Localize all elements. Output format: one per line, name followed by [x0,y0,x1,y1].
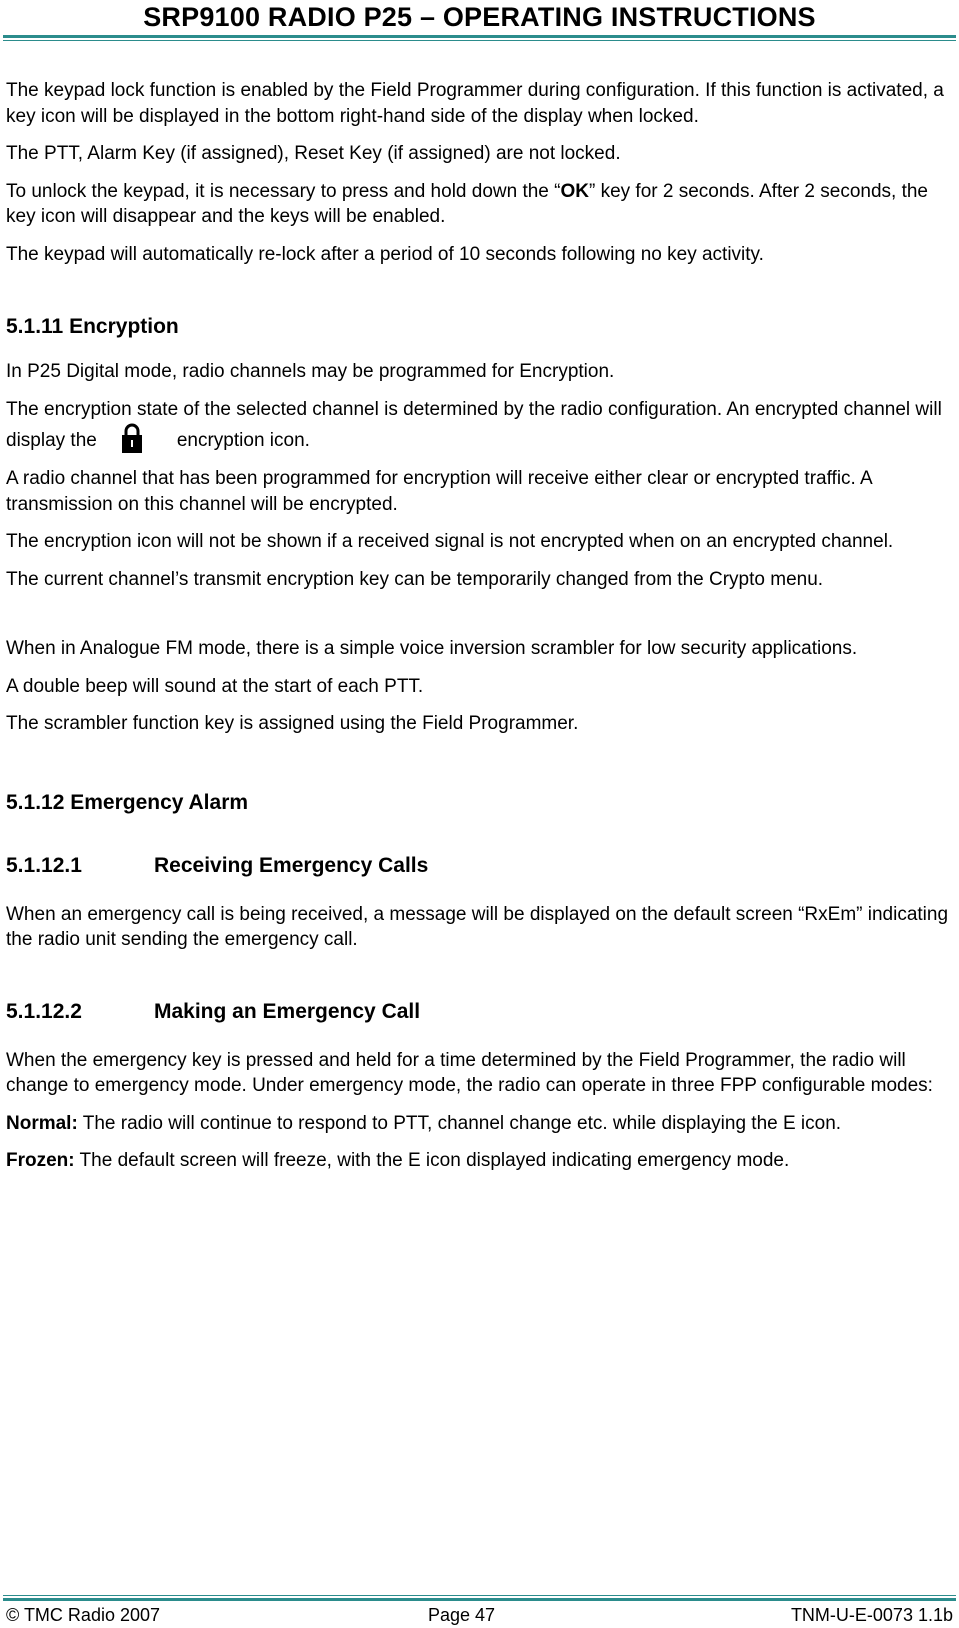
footer-rule-bottom [3,1598,956,1601]
frozen-mode-label: Frozen: [6,1150,75,1171]
paragraph [6,179,951,230]
subsection-heading [6,998,951,1026]
keypad-lock-section [6,78,951,267]
paragraph: When an emergency call is being received, a message will be displayed on the default screen “RxEm” indicating the radio unit sending the emergency call. [6,903,949,950]
section-title: Encryption [69,315,179,338]
encryption-section [6,313,951,737]
making-emergency-call-subsection [6,998,951,1174]
text-run: To unlock the keypad, it is necessary to press and hold down the “ [6,180,561,202]
paragraph: The encryption icon will not be shown if a received signal is not encrypted when on an encrypted channel. [6,531,894,552]
header-rule-top [3,35,956,38]
document-body [6,78,951,1174]
section-heading [6,789,951,817]
paragraph: The PTT, Alarm Key (if assigned), Reset Key (if assigned) are not locked. [6,143,621,164]
header-rule-bottom [3,40,956,41]
subsection-title: Making an Emergency Call [154,999,421,1023]
paragraph: The keypad will automatically re-lock after a period of 10 seconds following no key activity. [6,243,764,265]
copyright-text: © TMC Radio 2007 [6,1605,161,1625]
page-title: SRP9100 RADIO P25 – OPERATING INSTRUCTIONS [143,2,816,32]
emergency-alarm-section [6,789,951,1174]
paragraph: When the emergency key is pressed and held for a time determined by the Field Programmer, the radio will change to emergency mode. Under emergency mode, the radio can operate in three FPP configurable modes: [6,1049,933,1096]
paragraph [6,1148,951,1174]
paragraph: The keypad lock function is enabled by the Field Programmer during configuration. If this function is activated, a key icon will be displayed in the bottom right-hand side of the display when locked. [6,80,944,127]
section-heading [6,313,951,341]
paragraph: A double beep will sound at the start of each PTT. [6,675,424,697]
subsection-heading [6,852,951,880]
paragraph: A radio channel that has been programmed for encryption will receive either clear or encrypted traffic. A transmission on this channel will be encrypted. [6,468,872,515]
footer-row [6,1604,953,1628]
receiving-emergency-calls-subsection [6,852,951,953]
subsection-title: Receiving Emergency Calls [154,853,429,877]
subsection-number: 5.1.12.1 [6,853,82,877]
paragraph: When in Analogue FM mode, there is a simple voice inversion scrambler for low security applications. [6,638,858,659]
text-run: ” key for 2 seconds. After 2 seconds, the key icon will disappear and the keys will be enabled. [6,180,928,227]
paragraph: The scrambler function key is assigned using the Field Programmer. [6,713,579,734]
section-title: Emergency Alarm [70,790,249,814]
paragraph: In P25 Digital mode, radio channels may be programmed for Encryption. [6,361,615,382]
text-run: The default screen will freeze, with the E icon displayed indicating emergency mode. [79,1150,790,1171]
footer-rule-top [3,1595,956,1596]
paragraph: The current channel’s transmit encryption key can be temporarily changed from the Crypto menu. [6,568,824,590]
page-number: Page 47 [428,1605,496,1625]
document-id: TNM-U-E-0073 1.1b [790,1605,953,1625]
section-number: 5.1.12 [6,790,65,814]
text-run: The encryption state of the selected channel is determined by the radio configuration. An encrypted channel will display the [6,398,942,451]
padlock-icon [119,422,145,454]
section-number: 5.1.11 [6,315,64,338]
normal-mode-label: Normal: [6,1112,78,1134]
subsection-number: 5.1.12.2 [6,999,82,1023]
text-run: encryption icon. [176,430,310,451]
text-run: The radio will continue to respond to PTT, channel change etc. while displaying the E icon. [82,1112,842,1134]
paragraph [6,1111,951,1137]
ok-key-label: OK [560,180,589,202]
paragraph [6,397,951,455]
